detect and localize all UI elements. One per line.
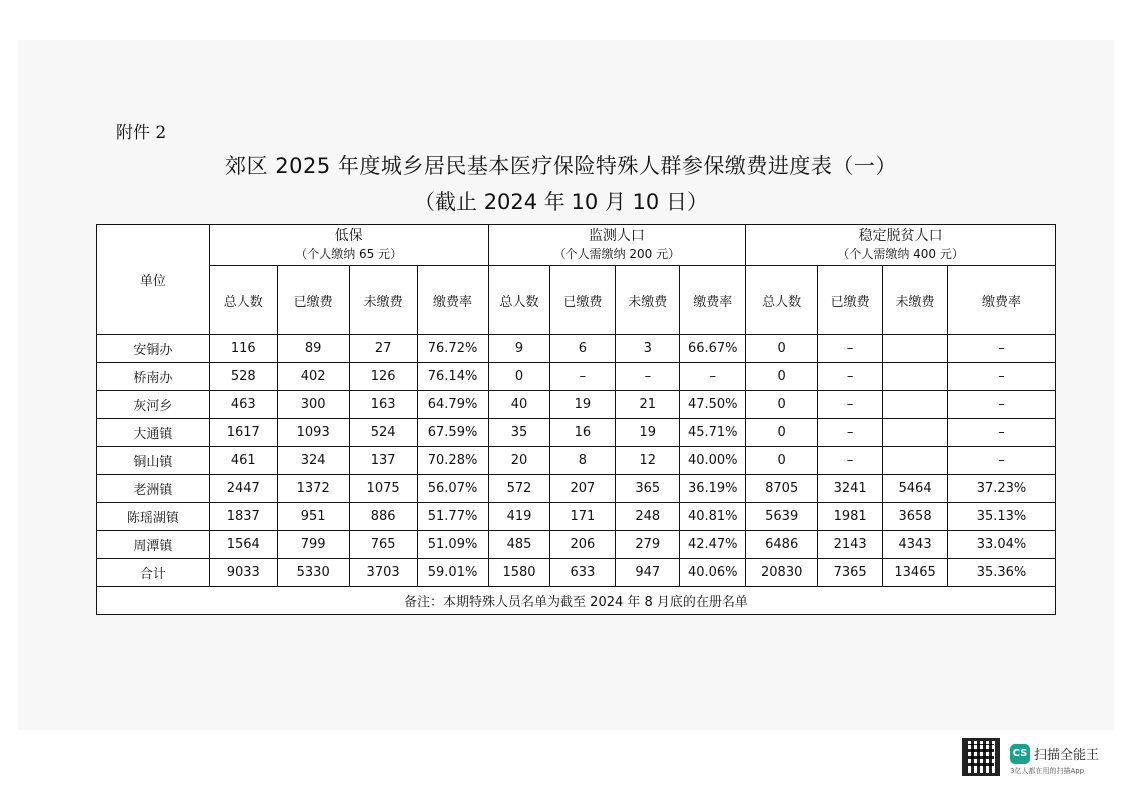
table-cell: 951 xyxy=(277,503,349,531)
table-cell: 37.23% xyxy=(948,475,1056,503)
table-cell: 76.72% xyxy=(417,335,488,363)
table-cell: 12 xyxy=(616,447,680,475)
table-cell: 2143 xyxy=(818,531,883,559)
attachment-label: 附件 2 xyxy=(116,123,167,143)
table-cell: 324 xyxy=(277,447,349,475)
table-cell: 279 xyxy=(616,531,680,559)
column-header: 总人数 xyxy=(488,266,550,335)
table-cell: 419 xyxy=(488,503,550,531)
table-cell: 51.09% xyxy=(417,531,488,559)
table-cell: 89 xyxy=(277,335,349,363)
group-note: （个人需缴纳 400 元） xyxy=(837,247,964,261)
table-cell: 799 xyxy=(277,531,349,559)
table-cell: 45.71% xyxy=(680,419,746,447)
table-cell: 16 xyxy=(550,419,616,447)
table-cell: 5639 xyxy=(746,503,818,531)
table-cell: 765 xyxy=(349,531,417,559)
camscanner-logo: CS xyxy=(1010,744,1030,764)
table-cell: 40 xyxy=(488,391,550,419)
table-cell: 3658 xyxy=(883,503,948,531)
table-cell: 76.14% xyxy=(417,363,488,391)
table-cell: 36.19% xyxy=(680,475,746,503)
progress-table xyxy=(96,224,1056,615)
brand-tagline: 3亿人都在用的扫描App xyxy=(1010,767,1085,775)
table-cell: 0 xyxy=(746,363,818,391)
table-cell: 163 xyxy=(349,391,417,419)
unit-name: 安铜办 xyxy=(97,335,210,363)
table-cell: 886 xyxy=(349,503,417,531)
table-cell: 40.81% xyxy=(680,503,746,531)
table-cell: 27 xyxy=(349,335,417,363)
table-row xyxy=(97,503,1056,531)
unit-name: 桥南办 xyxy=(97,363,210,391)
table-cell: 3703 xyxy=(349,559,417,587)
table-cell: 20830 xyxy=(746,559,818,587)
table-cell: 6486 xyxy=(746,531,818,559)
group-note: （个人需缴纳 200 元） xyxy=(553,247,681,261)
table-cell: 40.06% xyxy=(680,559,746,587)
table-cell: 1564 xyxy=(209,531,277,559)
table-cell: – xyxy=(818,363,883,391)
unit-name: 大通镇 xyxy=(97,419,210,447)
table-cell: 47.50% xyxy=(680,391,746,419)
table-cell: – xyxy=(948,335,1056,363)
table-cell: 66.67% xyxy=(680,335,746,363)
table-cell: 3 xyxy=(616,335,680,363)
table-cell: 20 xyxy=(488,447,550,475)
table-cell: 116 xyxy=(209,335,277,363)
table-cell: – xyxy=(948,391,1056,419)
column-header: 未缴费 xyxy=(883,266,948,335)
group-header-monitoring xyxy=(488,225,746,266)
table-cell: 137 xyxy=(349,447,417,475)
table-cell: 1372 xyxy=(277,475,349,503)
table-cell: 9 xyxy=(488,335,550,363)
table-cell: 13465 xyxy=(883,559,948,587)
table-row xyxy=(97,531,1056,559)
table-cell: 19 xyxy=(550,391,616,419)
column-header: 总人数 xyxy=(209,266,277,335)
table-cell: 64.79% xyxy=(417,391,488,419)
table-cell: 633 xyxy=(550,559,616,587)
table-cell xyxy=(883,447,948,475)
column-header: 已缴费 xyxy=(277,266,349,335)
table-cell: 8 xyxy=(550,447,616,475)
table-cell: 70.28% xyxy=(417,447,488,475)
table-cell: 2447 xyxy=(209,475,277,503)
table-cell xyxy=(883,335,948,363)
table-cell: 300 xyxy=(277,391,349,419)
table-cell xyxy=(883,363,948,391)
note-row xyxy=(97,587,1056,615)
table-cell: 59.01% xyxy=(417,559,488,587)
column-header: 总人数 xyxy=(746,266,818,335)
table-cell xyxy=(883,419,948,447)
table-cell: – xyxy=(818,447,883,475)
table-cell: – xyxy=(680,363,746,391)
table-cell: 51.77% xyxy=(417,503,488,531)
table-cell: 947 xyxy=(616,559,680,587)
column-header: 缴费率 xyxy=(417,266,488,335)
table-cell: 21 xyxy=(616,391,680,419)
table-row xyxy=(97,363,1056,391)
column-header: 已缴费 xyxy=(550,266,616,335)
table-cell: – xyxy=(616,363,680,391)
table-cell: 8705 xyxy=(746,475,818,503)
group-header-stable xyxy=(746,225,1056,266)
brand-name: 扫描全能王 xyxy=(1034,748,1100,763)
table-cell: – xyxy=(948,447,1056,475)
table-cell: 9033 xyxy=(209,559,277,587)
column-header: 已缴费 xyxy=(818,266,883,335)
table-cell: 3241 xyxy=(818,475,883,503)
table-cell: 206 xyxy=(550,531,616,559)
table-cell: 572 xyxy=(488,475,550,503)
table-row xyxy=(97,447,1056,475)
document-title: 郊区 2025 年度城乡居民基本医疗保险特殊人群参保缴费进度表（一） xyxy=(225,154,897,178)
table-cell: – xyxy=(818,335,883,363)
table-cell: 19 xyxy=(616,419,680,447)
table-cell: 35.36% xyxy=(948,559,1056,587)
unit-name: 铜山镇 xyxy=(97,447,210,475)
table-cell: 40.00% xyxy=(680,447,746,475)
table-cell: 171 xyxy=(550,503,616,531)
unit-name: 合计 xyxy=(97,559,210,587)
table-cell: 35.13% xyxy=(948,503,1056,531)
table-cell: 42.47% xyxy=(680,531,746,559)
table-row xyxy=(97,419,1056,447)
table-cell: 365 xyxy=(616,475,680,503)
table-cell: 524 xyxy=(349,419,417,447)
table-cell: 0 xyxy=(746,335,818,363)
table-cell: 1837 xyxy=(209,503,277,531)
group-name: 低保 xyxy=(334,228,363,244)
table-cell: – xyxy=(818,419,883,447)
column-header: 未缴费 xyxy=(349,266,417,335)
table-cell: 485 xyxy=(488,531,550,559)
table-cell: – xyxy=(948,419,1056,447)
table-cell: 5464 xyxy=(883,475,948,503)
group-header-dibao xyxy=(209,225,488,266)
column-header: 缴费率 xyxy=(680,266,746,335)
table-cell xyxy=(883,391,948,419)
group-name: 稳定脱贫人口 xyxy=(858,228,943,244)
table-row xyxy=(97,335,1056,363)
table-cell: 1617 xyxy=(209,419,277,447)
table-cell: 248 xyxy=(616,503,680,531)
table-cell: 1580 xyxy=(488,559,550,587)
table-cell: 56.07% xyxy=(417,475,488,503)
table-cell: 528 xyxy=(209,363,277,391)
table-cell: 0 xyxy=(746,419,818,447)
table-cell: 6 xyxy=(550,335,616,363)
table-cell: 461 xyxy=(209,447,277,475)
table-cell: 67.59% xyxy=(417,419,488,447)
table-cell: – xyxy=(948,363,1056,391)
group-name: 监测人口 xyxy=(588,228,645,244)
table-cell: 1093 xyxy=(277,419,349,447)
unit-name: 灰河乡 xyxy=(97,391,210,419)
table-cell: 5330 xyxy=(277,559,349,587)
table-cell: 402 xyxy=(277,363,349,391)
table-row xyxy=(97,559,1056,587)
unit-name: 周潭镇 xyxy=(97,531,210,559)
table-cell: 35 xyxy=(488,419,550,447)
table-cell: 126 xyxy=(349,363,417,391)
qr-code-icon xyxy=(962,738,1000,776)
table-cell: 1981 xyxy=(818,503,883,531)
table-cell: 0 xyxy=(746,447,818,475)
column-header: 缴费率 xyxy=(948,266,1056,335)
table-cell: – xyxy=(550,363,616,391)
table-cell: 4343 xyxy=(883,531,948,559)
scanner-watermark xyxy=(962,738,1112,780)
table-cell: 463 xyxy=(209,391,277,419)
group-note: （个人缴纳 65 元） xyxy=(295,247,403,261)
document-subtitle: （截止 2024 年 10 月 10 日） xyxy=(414,190,708,214)
table-cell: 207 xyxy=(550,475,616,503)
table-cell: 0 xyxy=(488,363,550,391)
column-header: 未缴费 xyxy=(616,266,680,335)
table-cell: 7365 xyxy=(818,559,883,587)
table-cell: – xyxy=(818,391,883,419)
table-cell: 33.04% xyxy=(948,531,1056,559)
table-cell: 1075 xyxy=(349,475,417,503)
unit-name: 老洲镇 xyxy=(97,475,210,503)
table-cell: 0 xyxy=(746,391,818,419)
unit-name: 陈瑶湖镇 xyxy=(97,503,210,531)
table-row xyxy=(97,391,1056,419)
table-row xyxy=(97,475,1056,503)
unit-header: 单位 xyxy=(97,225,210,335)
table-note: 备注：本期特殊人员名单为截至 2024 年 8 月底的在册名单 xyxy=(97,587,1056,615)
